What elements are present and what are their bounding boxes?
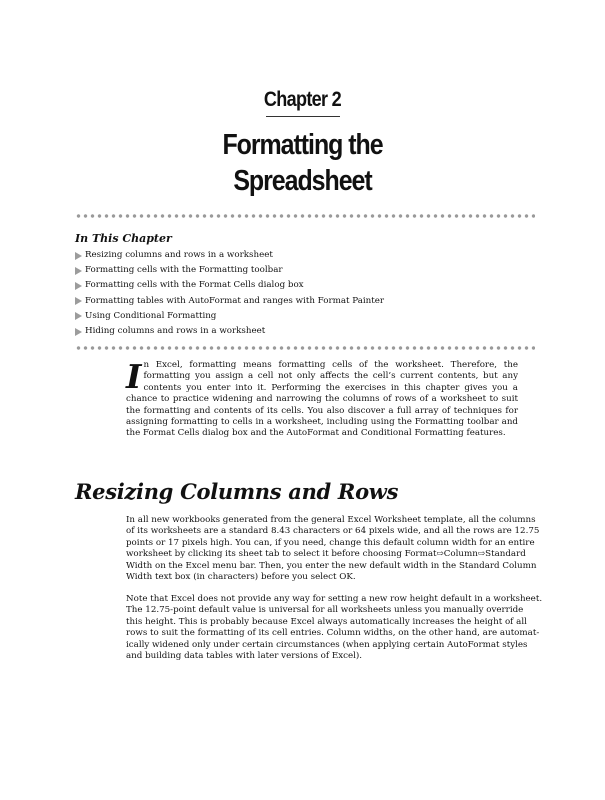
text-line: points or 17 pixels high. You can, if you need, change this default column width for an entire: [126, 537, 535, 548]
triangle-bullet-icon: [75, 252, 82, 260]
list-item: [75, 248, 384, 263]
dotted-divider-top: [75, 214, 535, 218]
chapter-title-line-1: Formatting the: [222, 129, 383, 161]
list-item: [75, 278, 384, 293]
triangle-bullet-icon: [75, 328, 82, 336]
chapter-label: Chapter 2: [263, 88, 342, 111]
body-paragraph-1: [126, 515, 540, 583]
text-line: rows to suit the formatting of its cell entries. Column widths, on the other hand, are automat-: [126, 628, 540, 639]
list-item: [75, 324, 384, 339]
body-paragraph-2: [126, 594, 543, 662]
text-line: In all new workbooks generated from the general Excel Worksheet template, all the columns: [126, 515, 536, 525]
triangle-bullet-icon: [75, 312, 82, 320]
text-line: and building data tables with later versions of Excel).: [126, 651, 363, 662]
text-line: Width text box (in characters) before you select OK.: [126, 572, 356, 583]
drop-cap: I: [126, 357, 142, 396]
text-line: The 12.75-point default value is universal for all worksheets unless you manually override: [126, 605, 524, 616]
list-item-text: Resizing columns and rows in a worksheet: [85, 250, 273, 260]
text-line: this height. This is probably because Excel always automatically increases the height of all: [126, 616, 527, 627]
list-item: [75, 263, 384, 278]
text-line: of its worksheets are a standard 8.43 characters or 64 pixels wide, and all the rows are 12.75: [126, 526, 540, 537]
list-item-text: Formatting cells with the Format Cells dialog box: [85, 280, 304, 291]
triangle-bullet-icon: [75, 267, 82, 275]
triangle-bullet-icon: [75, 282, 82, 290]
chapter-topics-list: [75, 248, 384, 339]
triangle-bullet-icon: [75, 297, 82, 305]
dotted-divider-bottom: [75, 346, 535, 350]
list-item-text: Using Conditional Formatting: [85, 310, 217, 321]
chapter-title: [42, 127, 562, 199]
section-heading: Resizing Columns and Rows: [75, 479, 399, 504]
list-item-text: Formatting tables with AutoFormat and ranges with Format Painter: [85, 295, 385, 306]
text-line: worksheet by clicking its sheet tab to select it before choosing Format⇨Column⇨Standard: [126, 549, 526, 560]
in-this-chapter-heading: In This Chapter: [75, 232, 172, 245]
list-item: [75, 309, 384, 324]
intro-text: n Excel, formatting means formatting cells of the worksheet. Therefore, the formatting you assign a cell not only affects the cell’s current contents, but any contents you enter into it. Performing the exercises in this chapter gives you a chance to practice widening and narrowing the columns of rows of a worksheet to suit the formatting and contents of its cells. You also discover a full array of techniques for assigning formatting to cells in a worksheet, including using the Formatting toolbar and the Format Cells dialog box and the AutoFormat and Conditional Formatting features.: [126, 360, 518, 439]
list-item-text: Formatting cells with the Formatting toolbar: [85, 265, 283, 276]
text-line: ically widened only under certain circumstances (when applying certain AutoFormat styles: [126, 639, 528, 650]
text-line: Width on the Excel menu bar. Then, you enter the new default width in the Standard Column: [126, 560, 537, 571]
intro-paragraph: [126, 357, 518, 440]
list-item-text: Hiding columns and rows in a worksheet: [85, 325, 266, 336]
text-line: Note that Excel does not provide any way for setting a new row height default in a worksheet.: [126, 594, 543, 604]
list-item: [75, 294, 384, 309]
chapter-label-rule: [266, 116, 340, 117]
chapter-title-line-2: Spreadsheet: [233, 165, 372, 197]
